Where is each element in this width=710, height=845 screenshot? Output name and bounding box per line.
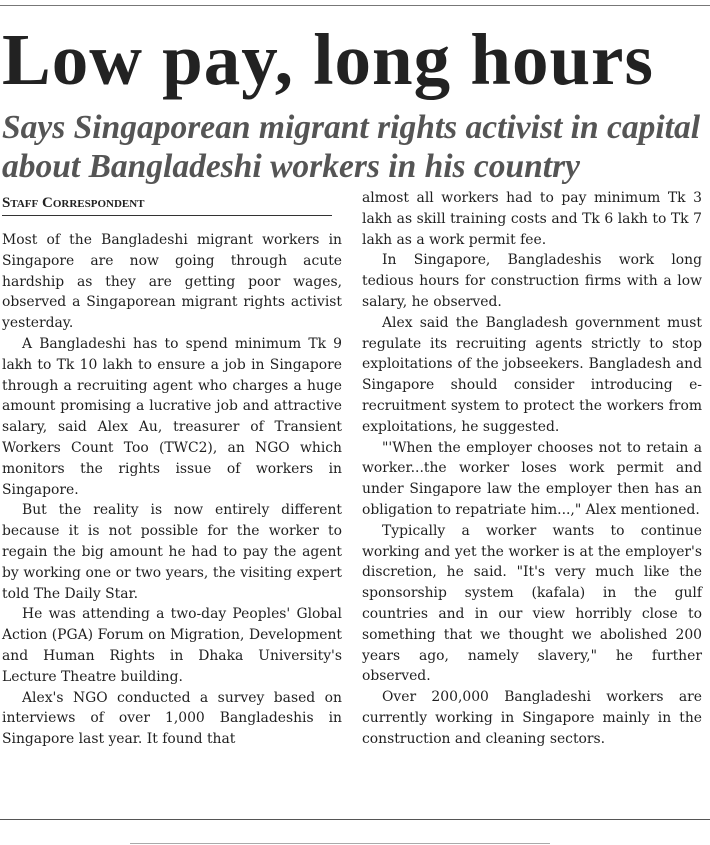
subheadline-line-1: Says Singaporean migrant rights activist in capital [2, 109, 701, 146]
paragraph: But the reality is now entirely different because it is not possible for the worker to regain the big amount he had to pay the agent by working one or two years, the visiting expert told The Daily Star. [2, 502, 342, 602]
subheadline [2, 108, 708, 186]
paragraph: Typically a worker wants to continue working and yet the worker is at the employer's discretion, he said. "It's very much like the sponsorship system (kafala) in the gulf countries and in our view horribly close to something that we thought we abolished 200 years ago, namely slavery," he further observed. [362, 522, 702, 685]
paragraph: He was attending a two-day Peoples' Global Action (PGA) Forum on Migration, Development and Human Rights in Dhaka University's Lecture Theatre building. [2, 606, 342, 685]
paragraph: Over 200,000 Bangladeshi workers are currently working in Singapore mainly in the construction and cleaning sectors. [362, 689, 702, 747]
paragraph: In Singapore, Bangladeshis work long tedious hours for construction firms with a low salary, he observed. [362, 252, 702, 310]
bottom-rule [0, 819, 710, 820]
paragraph: Most of the Bangladeshi migrant workers in Singapore are now going through acute hardship as they are getting poor wages, observed a Singaporean migrant rights activist yesterday. [2, 232, 342, 332]
bottom-rule-faint [130, 843, 550, 844]
paragraph: "'When the employer chooses not to retain a worker...the worker loses work permit and under Singapore law the employer then has an obligation to repatriate him...," Alex mentioned. [362, 439, 702, 518]
headline: Low pay, long hours [2, 19, 654, 100]
paragraph: Alex said the Bangladesh government must regulate its recruiting agents strictly to stop exploitations of the jobseekers. Bangladesh and Singapore should consider introducing e-recruitment system to protect the workers from exploitations, he suggested. [362, 314, 702, 435]
subheadline-line-2: about Bangladeshi workers in his country [2, 148, 581, 185]
paragraph: Alex's NGO conducted a survey based on interviews of over 1,000 Bangladeshis in Singapore last year. It found that [2, 689, 342, 748]
top-rule [0, 5, 710, 6]
paragraph: A Bangladeshi has to spend minimum Tk 9 lakh to Tk 10 lakh to ensure a job in Singapore through a recruiting agent who charges a huge amount promising a lucrative job and attractive salary, said Alex Au, treasurer of Transient Workers Count Too (TWC2), an NGO which monitors the rights issue of workers in Singapore. [2, 335, 342, 498]
byline: Staff Correspondent [2, 194, 332, 216]
paragraph-continuation: almost all workers had to pay minimum Tk 3 lakh as skill training costs and Tk 6 lakh to Tk 7 lakh as a work permit fee. [362, 190, 702, 248]
article-column-left [2, 230, 342, 750]
article-column-right [362, 188, 702, 750]
